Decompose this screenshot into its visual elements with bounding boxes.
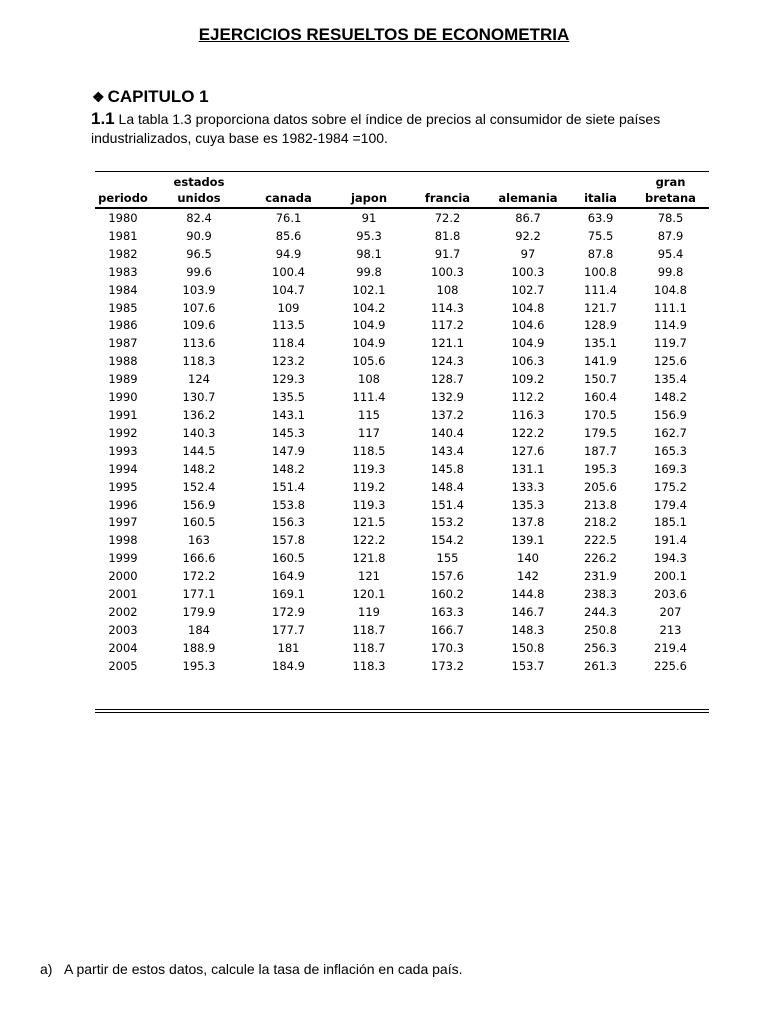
cpi-value-cell: 116.3 xyxy=(511,407,545,422)
period-cell: 1999 xyxy=(108,551,138,566)
table-row xyxy=(95,640,709,658)
table-row xyxy=(95,407,709,425)
cpi-value-cell: 205.6 xyxy=(584,479,617,494)
cpi-value-cell: 98.1 xyxy=(356,246,382,261)
cpi-value-cell: 121.7 xyxy=(584,300,617,315)
period-cell: 1996 xyxy=(108,497,138,512)
cpi-value-cell: 141.9 xyxy=(584,354,617,369)
cpi-value-cell: 129.3 xyxy=(272,372,305,387)
cpi-value-cell: 90.9 xyxy=(186,228,212,243)
cpi-value-cell: 142 xyxy=(517,569,539,584)
cpi-value-cell: 100.4 xyxy=(272,264,305,279)
period-cell: 1982 xyxy=(108,246,138,261)
cpi-value-cell: 113.6 xyxy=(182,336,216,351)
cpi-value-cell: 86.7 xyxy=(515,211,541,225)
cpi-value-cell: 191.4 xyxy=(654,533,687,548)
cpi-value-cell: 143.1 xyxy=(272,407,305,422)
cpi-value-cell: 155 xyxy=(436,551,459,566)
chapter-heading xyxy=(92,87,209,107)
cpi-value-cell: 156.9 xyxy=(182,497,216,512)
period-cell: 1989 xyxy=(108,372,138,387)
cpi-value-cell: 104.9 xyxy=(352,336,386,351)
column-header-line1 xyxy=(330,174,408,190)
column-header-line2: alemania xyxy=(498,191,558,205)
cpi-value-cell: 195.3 xyxy=(584,461,617,476)
table-header-row xyxy=(95,172,709,208)
exercise-text-line2: industrializados, cuya base es 1982-1984 =100. xyxy=(91,130,388,146)
cpi-value-cell: 109.6 xyxy=(182,318,216,333)
cpi-value-cell: 148.3 xyxy=(511,622,545,637)
cpi-value-cell: 238.3 xyxy=(584,587,617,602)
cpi-value-cell: 118.4 xyxy=(272,336,305,351)
cpi-value-cell: 119 xyxy=(358,604,380,619)
cpi-value-cell: 195.3 xyxy=(182,658,216,673)
cpi-value-cell: 172.9 xyxy=(272,604,305,619)
cpi-value-cell: 100.8 xyxy=(584,264,617,279)
cpi-value-cell: 87.8 xyxy=(587,246,614,261)
cpi-value-cell: 124 xyxy=(188,372,210,387)
cpi-value-cell: 100.3 xyxy=(511,264,545,279)
column-header-line1: estados xyxy=(173,175,225,189)
cpi-value-cell: 165.3 xyxy=(654,443,687,458)
cpi-value-cell: 75.5 xyxy=(587,228,614,243)
column-header-line2: periodo xyxy=(98,191,148,205)
cpi-value-cell: 160.4 xyxy=(584,390,617,405)
document-title: EJERCICIOS RESUELTOS DE ECONOMETRIA xyxy=(198,25,570,44)
column-header-line1 xyxy=(408,174,487,190)
table-row xyxy=(95,568,709,586)
table-row xyxy=(95,208,709,228)
cpi-value-cell: 104.9 xyxy=(511,336,545,351)
cpi-value-cell: 92.2 xyxy=(515,228,541,243)
cpi-value-cell: 184.9 xyxy=(272,658,305,673)
cpi-value-cell: 95.4 xyxy=(657,246,684,261)
cpi-value-cell: 135.5 xyxy=(272,390,305,405)
cpi-value-cell: 78.5 xyxy=(657,211,684,225)
cpi-value-cell: 194.3 xyxy=(654,551,687,566)
column-header-line2: francia xyxy=(424,191,471,205)
question-a xyxy=(40,961,462,977)
cpi-value-cell: 154.2 xyxy=(431,533,464,548)
table-row xyxy=(95,371,709,389)
cpi-value-cell: 140 xyxy=(517,551,539,566)
column-header-line2: canada xyxy=(265,191,312,205)
period-cell: 1994 xyxy=(108,461,138,476)
period-cell: 1997 xyxy=(108,515,138,530)
cpi-value-cell: 148.4 xyxy=(431,479,464,494)
cpi-value-cell: 128.9 xyxy=(584,318,617,333)
cpi-value-cell: 103.9 xyxy=(182,282,216,297)
cpi-value-cell: 173.2 xyxy=(431,658,464,673)
table-body xyxy=(95,208,709,676)
table-row xyxy=(95,317,709,335)
cpi-value-cell: 177.7 xyxy=(272,622,305,637)
cpi-value-cell: 157.6 xyxy=(431,569,464,584)
cpi-value-cell: 156.9 xyxy=(654,407,687,422)
cpi-value-cell: 122.2 xyxy=(352,533,386,548)
cpi-value-cell: 153.7 xyxy=(511,658,545,673)
cpi-value-cell: 99.8 xyxy=(657,264,684,279)
cpi-value-cell: 117.2 xyxy=(431,318,464,333)
table-bottom-rule-double xyxy=(95,712,709,713)
cpi-value-cell: 250.8 xyxy=(584,622,617,637)
cpi-value-cell: 106.3 xyxy=(511,354,545,369)
cpi-value-cell: 184 xyxy=(188,622,210,637)
cpi-value-cell: 118.5 xyxy=(352,443,386,458)
diamond-bullet-icon: ❖ xyxy=(92,89,105,105)
cpi-value-cell: 124.3 xyxy=(431,354,464,369)
cpi-value-cell: 123.2 xyxy=(272,354,305,369)
cpi-value-cell: 218.2 xyxy=(584,515,617,530)
table-row xyxy=(95,461,709,479)
cpi-value-cell: 118.7 xyxy=(352,640,386,655)
cpi-value-cell: 160.2 xyxy=(431,587,464,602)
cpi-value-cell: 163.3 xyxy=(431,604,464,619)
table-row xyxy=(95,425,709,443)
cpi-value-cell: 137.8 xyxy=(511,515,545,530)
cpi-value-cell: 91.7 xyxy=(434,246,461,261)
cpi-value-cell: 119.7 xyxy=(654,336,687,351)
table-row xyxy=(95,658,709,676)
cpi-value-cell: 166.6 xyxy=(182,551,216,566)
cpi-value-cell: 108 xyxy=(436,282,459,297)
cpi-value-cell: 85.6 xyxy=(275,228,302,243)
cpi-value-cell: 150.7 xyxy=(584,372,617,387)
cpi-value-cell: 140.4 xyxy=(431,425,464,440)
table-row xyxy=(95,550,709,568)
cpi-value-cell: 115 xyxy=(358,407,380,422)
table-row xyxy=(95,282,709,300)
cpi-value-cell: 121 xyxy=(358,569,380,584)
cpi-value-cell: 213 xyxy=(659,622,682,637)
cpi-value-cell: 151.4 xyxy=(431,497,464,512)
period-cell: 1988 xyxy=(108,354,138,369)
cpi-value-cell: 118.7 xyxy=(352,622,386,637)
exercise-number: 1.1 xyxy=(91,109,115,128)
cpi-value-cell: 169.3 xyxy=(654,461,687,476)
column-header xyxy=(632,172,709,208)
cpi-value-cell: 177.1 xyxy=(182,587,216,602)
table-row xyxy=(95,604,709,622)
cpi-value-cell: 111.1 xyxy=(654,300,687,315)
cpi-value-cell: 225.6 xyxy=(654,658,687,673)
cpi-value-cell: 76.1 xyxy=(275,211,302,225)
cpi-value-cell: 157.8 xyxy=(272,533,305,548)
cpi-value-cell: 147.9 xyxy=(272,443,305,458)
cpi-value-cell: 104.8 xyxy=(511,300,545,315)
cpi-value-cell: 226.2 xyxy=(584,551,617,566)
cpi-value-cell: 102.7 xyxy=(511,282,545,297)
cpi-value-cell: 118.3 xyxy=(182,354,216,369)
cpi-value-cell: 119.3 xyxy=(352,461,386,476)
period-cell: 2000 xyxy=(108,569,138,584)
cpi-value-cell: 151.4 xyxy=(272,479,305,494)
cpi-value-cell: 128.7 xyxy=(431,372,464,387)
cpi-value-cell: 125.6 xyxy=(654,354,687,369)
cpi-value-cell: 139.1 xyxy=(511,533,545,548)
cpi-value-cell: 181 xyxy=(277,640,300,655)
table-row xyxy=(95,246,709,264)
cpi-value-cell: 244.3 xyxy=(584,604,617,619)
cpi-value-cell: 114.9 xyxy=(654,318,687,333)
period-cell: 1990 xyxy=(108,390,138,405)
column-header-line1 xyxy=(487,174,569,190)
cpi-value-cell: 200.1 xyxy=(654,569,687,584)
cpi-value-cell: 231.9 xyxy=(584,569,617,584)
cpi-value-cell: 179.5 xyxy=(584,425,617,440)
cpi-value-cell: 130.7 xyxy=(182,390,216,405)
cpi-value-cell: 172.2 xyxy=(182,569,216,584)
cpi-value-cell: 120.1 xyxy=(352,587,386,602)
table-row xyxy=(95,497,709,515)
cpi-value-cell: 104.9 xyxy=(352,318,386,333)
cpi-value-cell: 95.3 xyxy=(356,228,382,243)
cpi-value-cell: 187.7 xyxy=(584,443,617,458)
question-label: a) xyxy=(40,961,53,977)
column-header-line2: unidos xyxy=(177,191,221,205)
cpi-value-cell: 135.3 xyxy=(511,497,545,512)
cpi-value-cell: 156.3 xyxy=(272,515,305,530)
cpi-value-cell: 222.5 xyxy=(584,533,617,548)
column-header xyxy=(569,172,632,208)
cpi-value-cell: 127.6 xyxy=(511,443,545,458)
column-header xyxy=(95,172,151,208)
cpi-value-cell: 96.5 xyxy=(186,246,212,261)
cpi-value-cell: 207 xyxy=(659,604,682,619)
table-row xyxy=(95,389,709,407)
cpi-value-cell: 104.7 xyxy=(272,282,305,297)
cpi-value-cell: 105.6 xyxy=(352,354,386,369)
cpi-value-cell: 104.8 xyxy=(654,282,687,297)
cpi-value-cell: 140.3 xyxy=(182,425,216,440)
period-cell: 1980 xyxy=(108,211,138,225)
period-cell: 1993 xyxy=(108,443,138,458)
period-cell: 1985 xyxy=(108,300,138,315)
cpi-value-cell: 135.1 xyxy=(584,336,617,351)
cpi-value-cell: 82.4 xyxy=(186,211,212,225)
cpi-value-cell: 122.2 xyxy=(511,425,545,440)
table-row xyxy=(95,335,709,353)
period-cell: 1984 xyxy=(108,282,138,297)
cpi-value-cell: 213.8 xyxy=(584,497,617,512)
cpi-value-cell: 163 xyxy=(188,533,210,548)
column-header-line1 xyxy=(569,174,632,190)
cpi-value-cell: 108 xyxy=(358,372,380,387)
cpi-value-cell: 91 xyxy=(361,211,377,225)
cpi-value-cell: 133.3 xyxy=(511,479,545,494)
cpi-value-cell: 121.5 xyxy=(352,515,386,530)
cpi-value-cell: 117 xyxy=(358,425,380,440)
cpi-value-cell: 145.3 xyxy=(272,425,305,440)
cpi-value-cell: 111.4 xyxy=(584,282,617,297)
cpi-table xyxy=(95,172,709,676)
column-header-line1 xyxy=(247,174,330,190)
period-cell: 1998 xyxy=(108,533,138,548)
cpi-value-cell: 148.2 xyxy=(272,461,305,476)
column-header xyxy=(151,172,247,208)
period-cell: 1991 xyxy=(108,407,138,422)
cpi-value-cell: 119.3 xyxy=(352,497,386,512)
cpi-value-cell: 261.3 xyxy=(584,658,617,673)
period-cell: 2003 xyxy=(108,622,138,637)
cpi-value-cell: 188.9 xyxy=(182,640,216,655)
period-cell: 2004 xyxy=(108,640,138,655)
cpi-value-cell: 100.3 xyxy=(431,264,464,279)
table-row xyxy=(95,300,709,318)
cpi-value-cell: 104.6 xyxy=(511,318,545,333)
period-cell: 1987 xyxy=(108,336,138,351)
column-header-line1 xyxy=(95,174,151,190)
cpi-value-cell: 153.8 xyxy=(272,497,305,512)
cpi-value-cell: 150.8 xyxy=(511,640,545,655)
cpi-value-cell: 118.3 xyxy=(352,658,386,673)
cpi-value-cell: 102.1 xyxy=(352,282,386,297)
cpi-value-cell: 109.2 xyxy=(511,372,545,387)
table-row xyxy=(95,228,709,246)
period-cell: 1986 xyxy=(108,318,138,333)
cpi-value-cell: 114.3 xyxy=(431,300,464,315)
cpi-value-cell: 99.6 xyxy=(186,264,212,279)
table-row xyxy=(95,514,709,532)
cpi-value-cell: 179.9 xyxy=(182,604,216,619)
cpi-value-cell: 137.2 xyxy=(431,407,464,422)
cpi-value-cell: 153.2 xyxy=(431,515,464,530)
cpi-value-cell: 203.6 xyxy=(654,587,687,602)
cpi-value-cell: 97 xyxy=(520,246,536,261)
period-cell: 1992 xyxy=(108,425,138,440)
table-row xyxy=(95,586,709,604)
cpi-value-cell: 162.7 xyxy=(654,425,687,440)
cpi-value-cell: 144.5 xyxy=(182,443,216,458)
column-header xyxy=(487,172,569,208)
cpi-value-cell: 148.2 xyxy=(182,461,216,476)
cpi-value-cell: 109 xyxy=(277,300,300,315)
cpi-value-cell: 160.5 xyxy=(182,515,216,530)
table-row xyxy=(95,353,709,371)
period-cell: 1981 xyxy=(108,228,138,243)
period-cell: 1983 xyxy=(108,264,138,279)
column-header xyxy=(330,172,408,208)
cpi-value-cell: 136.2 xyxy=(182,407,216,422)
column-header-line2: italia xyxy=(584,191,617,205)
cpi-value-cell: 175.2 xyxy=(654,479,687,494)
cpi-value-cell: 99.8 xyxy=(356,264,382,279)
period-cell: 1995 xyxy=(108,479,138,494)
cpi-value-cell: 219.4 xyxy=(654,640,687,655)
cpi-value-cell: 112.2 xyxy=(511,390,545,405)
period-cell: 2005 xyxy=(108,658,138,673)
cpi-value-cell: 131.1 xyxy=(511,461,545,476)
period-cell: 2001 xyxy=(108,587,138,602)
cpi-value-cell: 179.4 xyxy=(654,497,687,512)
cpi-value-cell: 169.1 xyxy=(272,587,305,602)
column-header xyxy=(247,172,330,208)
question-text: A partir de estos datos, calcule la tasa de inflación en cada país. xyxy=(64,961,463,977)
cpi-value-cell: 119.2 xyxy=(352,479,386,494)
cpi-value-cell: 145.8 xyxy=(431,461,464,476)
cpi-table-container xyxy=(95,171,709,676)
cpi-value-cell: 166.7 xyxy=(431,622,464,637)
cpi-value-cell: 144.8 xyxy=(511,587,545,602)
cpi-value-cell: 121.1 xyxy=(431,336,464,351)
cpi-value-cell: 111.4 xyxy=(352,390,386,405)
column-header-line2: japon xyxy=(350,191,388,205)
exercise-text-line1: La tabla 1.3 proporciona datos sobre el índice de precios al consumidor de siete países xyxy=(118,111,661,127)
table-bottom-rule xyxy=(95,709,709,710)
cpi-value-cell: 135.4 xyxy=(654,372,687,387)
cpi-value-cell: 94.9 xyxy=(275,246,302,261)
column-header xyxy=(408,172,487,208)
cpi-value-cell: 143.4 xyxy=(431,443,464,458)
column-header-line2: bretana xyxy=(645,191,696,205)
cpi-value-cell: 185.1 xyxy=(654,515,687,530)
column-header-line1: gran xyxy=(655,175,686,189)
cpi-value-cell: 148.2 xyxy=(654,390,687,405)
cpi-value-cell: 170.3 xyxy=(431,640,464,655)
cpi-value-cell: 121.8 xyxy=(352,551,386,566)
exercise-intro xyxy=(91,109,691,148)
cpi-value-cell: 104.2 xyxy=(352,300,386,315)
cpi-value-cell: 256.3 xyxy=(584,640,617,655)
table-row xyxy=(95,622,709,640)
cpi-value-cell: 81.8 xyxy=(434,228,461,243)
cpi-value-cell: 160.5 xyxy=(272,551,305,566)
chapter-label: CAPITULO 1 xyxy=(107,87,209,106)
cpi-value-cell: 113.5 xyxy=(272,318,305,333)
cpi-value-cell: 132.9 xyxy=(431,390,464,405)
table-row xyxy=(95,443,709,461)
table-row xyxy=(95,532,709,550)
table-row xyxy=(95,264,709,282)
table-row xyxy=(95,479,709,497)
cpi-value-cell: 72.2 xyxy=(434,211,461,225)
cpi-value-cell: 107.6 xyxy=(182,300,216,315)
cpi-value-cell: 146.7 xyxy=(511,604,545,619)
period-cell: 2002 xyxy=(108,604,138,619)
cpi-value-cell: 152.4 xyxy=(182,479,216,494)
cpi-value-cell: 87.9 xyxy=(657,228,684,243)
cpi-value-cell: 63.9 xyxy=(587,211,614,225)
cpi-value-cell: 164.9 xyxy=(272,569,305,584)
cpi-value-cell: 170.5 xyxy=(584,407,617,422)
